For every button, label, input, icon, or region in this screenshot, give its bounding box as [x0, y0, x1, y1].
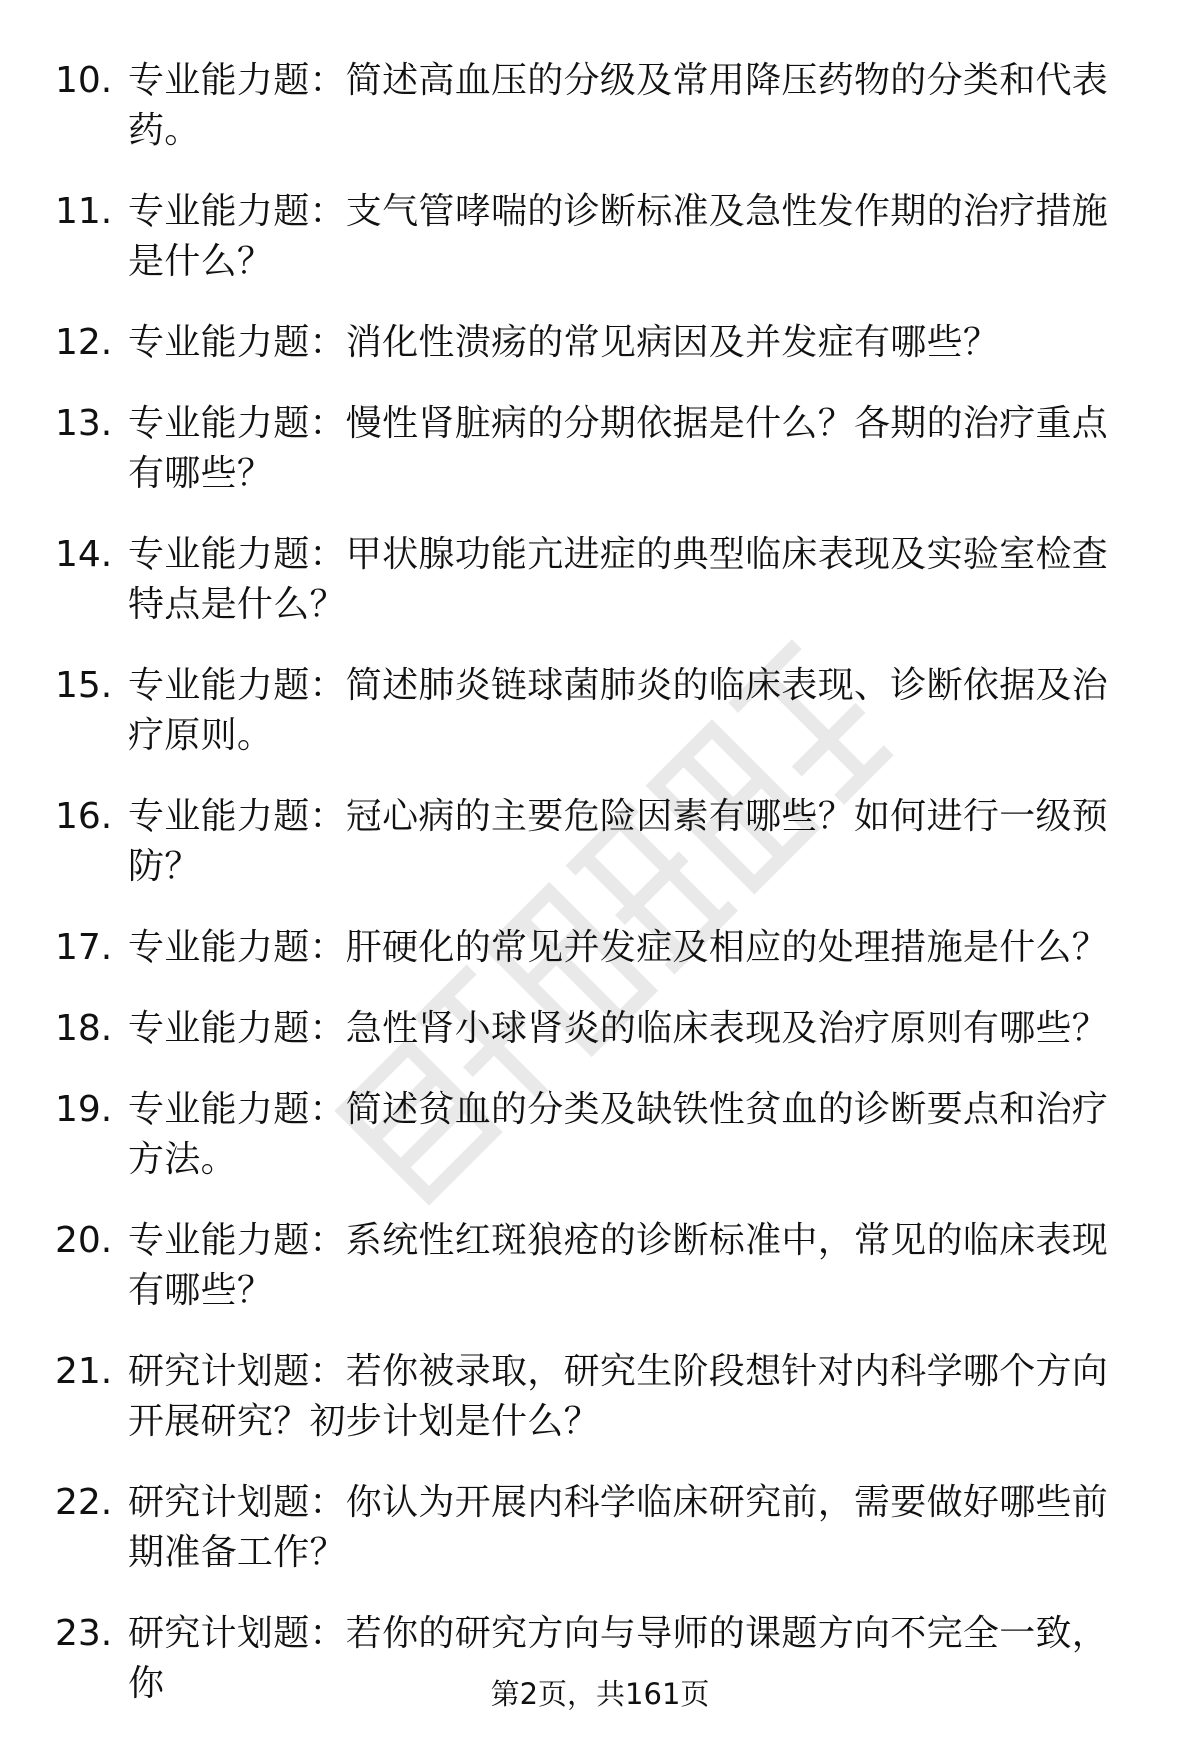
question-text: 研究计划题：你认为开展内科学临床研究前，需要做好哪些前期准备工作？ — [128, 1482, 1109, 1573]
question-item — [0, 1216, 1200, 1316]
question-text: 专业能力题：甲状腺功能亢进症的典型临床表现及实验室检查特点是什么？ — [128, 534, 1109, 625]
question-text: 专业能力题：急性肾小球肾炎的临床表现及治疗原则有哪些？ — [128, 1008, 1109, 1049]
question-text: 专业能力题：支气管哮喘的诊断标准及急性发作期的治疗措施是什么？ — [128, 191, 1109, 282]
question-number: 20. — [55, 1220, 113, 1261]
question-number: 16. — [55, 796, 113, 837]
question-item — [0, 318, 1200, 368]
question-text: 专业能力题：系统性红斑狼疮的诊断标准中，常见的临床表现有哪些？ — [128, 1220, 1109, 1311]
question-text: 研究计划题：若你的研究方向与导师的课题方向不完全一致，你 — [128, 1613, 1109, 1704]
question-text: 专业能力题：简述肺炎链球菌肺炎的临床表现、诊断依据及治疗原则。 — [128, 665, 1109, 756]
question-item — [0, 1004, 1200, 1054]
page-footer: 第2页，共161页 — [490, 1677, 710, 1711]
question-number: 21. — [55, 1351, 113, 1392]
question-text: 专业能力题：简述高血压的分级及常用降压药物的分类和代表药。 — [128, 60, 1109, 151]
question-item — [0, 187, 1200, 287]
question-list — [0, 56, 1200, 1740]
question-text: 研究计划题：若你被录取，研究生阶段想针对内科学哪个方向开展研究？初步计划是什么？ — [128, 1351, 1109, 1442]
question-number: 13. — [55, 403, 113, 444]
question-number: 22. — [55, 1482, 113, 1523]
question-text: 专业能力题：慢性肾脏病的分期依据是什么？各期的治疗重点有哪些？ — [128, 403, 1109, 494]
question-text: 专业能力题：简述贫血的分类及缺铁性贫血的诊断要点和治疗方法。 — [128, 1089, 1109, 1180]
question-item — [0, 1085, 1200, 1185]
question-item — [0, 1347, 1200, 1447]
question-item — [0, 399, 1200, 499]
question-number: 14. — [55, 534, 113, 575]
question-number: 11. — [55, 191, 113, 232]
question-item — [0, 56, 1200, 156]
question-item — [0, 923, 1200, 973]
question-number: 23. — [55, 1613, 113, 1654]
question-item — [0, 792, 1200, 892]
question-number: 19. — [55, 1089, 113, 1130]
question-number: 15. — [55, 665, 113, 706]
question-item — [0, 530, 1200, 630]
question-text: 专业能力题：冠心病的主要危险因素有哪些？如何进行一级预防？ — [128, 796, 1109, 887]
question-number: 10. — [55, 60, 113, 101]
question-number: 17. — [55, 927, 113, 968]
question-item — [0, 1478, 1200, 1578]
question-number: 18. — [55, 1008, 113, 1049]
question-text: 专业能力题：肝硬化的常见并发症及相应的处理措施是什么？ — [128, 927, 1109, 968]
question-number: 12. — [55, 322, 113, 363]
question-item — [0, 661, 1200, 761]
question-text: 专业能力题：消化性溃疡的常见病因及并发症有哪些？ — [128, 322, 1000, 363]
